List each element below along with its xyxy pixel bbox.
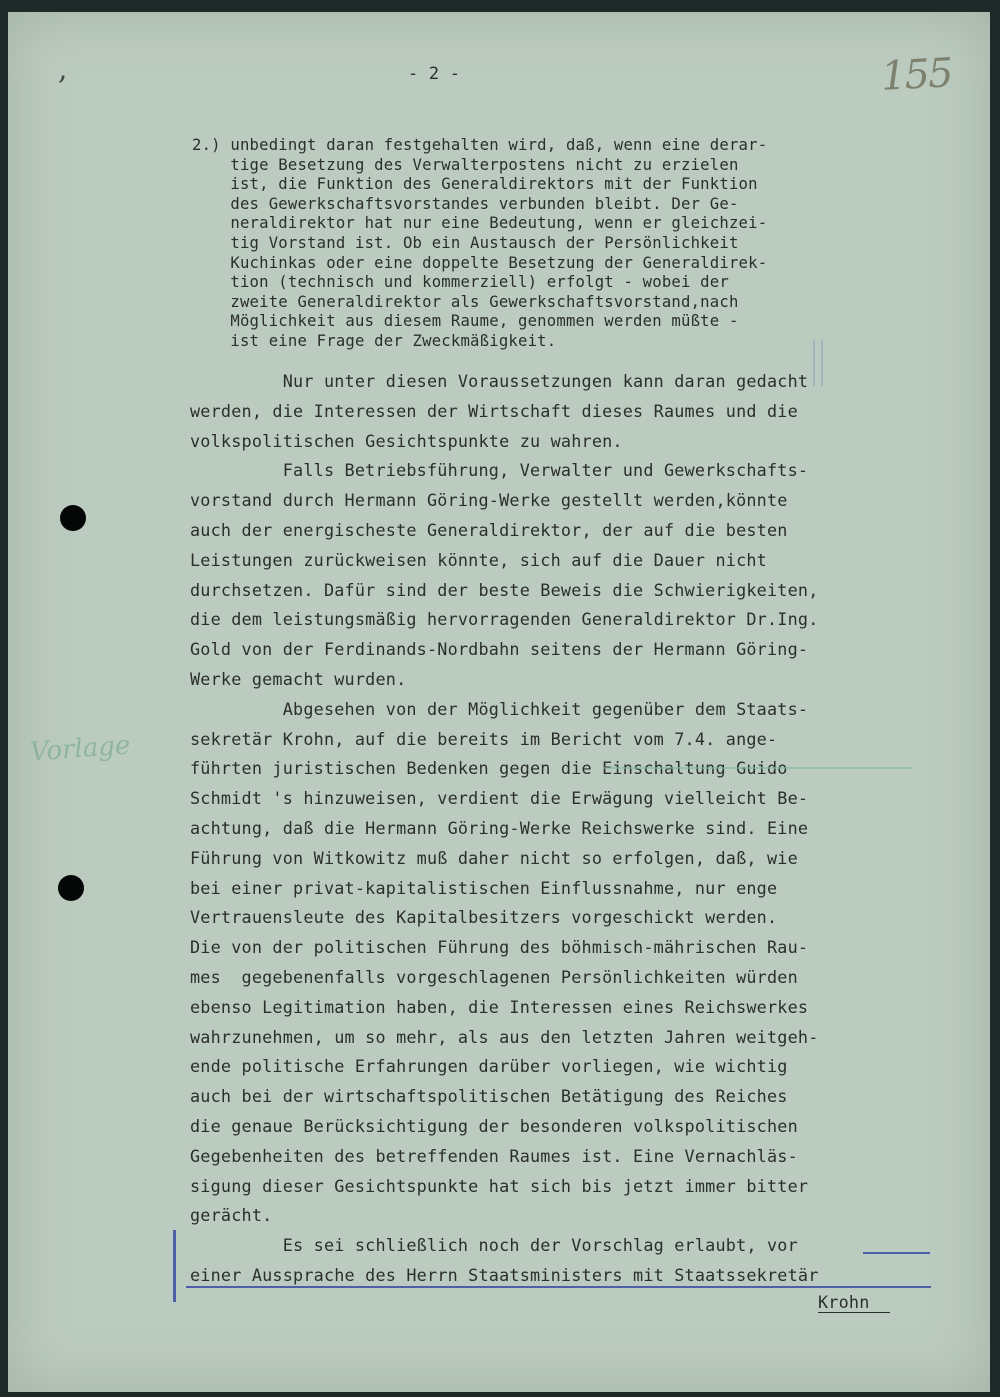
text-line: Schmidt 's hinzuweisen, verdient die Erwägung vielleicht Be- xyxy=(190,788,809,809)
text-line: sekretär Krohn, auf die bereits im Bericht vom 7.4. ange- xyxy=(190,728,778,749)
text-line: Leistungen zurückweisen könnte, sich auf die Dauer nicht xyxy=(190,549,767,570)
text-line: des Gewerkschaftsvorstandes verbunden bleibt. Der Ge- xyxy=(192,194,739,213)
pencil-mark-icon: , xyxy=(58,52,68,87)
text-line: mes gegebenenfalls vorgeschlagenen Persönlichkeiten würden xyxy=(190,967,798,987)
text-line: ebenso Legitimation haben, die Interessen eines Reichswerkes xyxy=(190,996,809,1017)
text-line: volkspolitischen Gesichtspunkte zu wahren. xyxy=(190,430,623,451)
blue-underline-mark xyxy=(186,1286,931,1288)
continuation-word: Krohn xyxy=(818,1292,870,1312)
text-line: Gegebenheiten des betreffenden Raumes ist. Eine Vernachläs- xyxy=(190,1145,798,1166)
text-line: neraldirektor hat nur eine Bedeutung, wenn er gleichzei- xyxy=(192,214,768,233)
text-line: Die von der politischen Führung des böhmisch-mährischen Rau- xyxy=(190,937,809,958)
text-line: sigung dieser Gesichtspunkte hat sich bis jetzt immer bitter xyxy=(190,1175,809,1196)
text-line: tion (technisch und kommerziell) erfolgt - wobei der xyxy=(192,273,729,292)
text-line: Es sei schließlich noch der Vorschlag erlaubt, vor xyxy=(190,1235,798,1256)
blue-margin-line xyxy=(173,1230,176,1302)
text-line: führten juristischen Bedenken gegen die Einschaltung Guido xyxy=(190,758,788,779)
text-line: durchsetzen. Dafür sind der beste Beweis die Schwierigkeiten, xyxy=(190,579,819,600)
text-line: vorstand durch Hermann Göring-Werke gestellt werden,könnte xyxy=(190,490,788,511)
text-line: bei einer privat-kapitalistischen Einflussnahme, nur enge xyxy=(190,877,778,898)
text-line: die dem leistungsmäßig hervorragenden Generaldirektor Dr.Ing. xyxy=(190,609,819,630)
text-line: werden, die Interessen der Wirtschaft dieses Raumes und die xyxy=(190,400,798,421)
blue-underline-mark xyxy=(863,1252,930,1254)
text-line: Vertrauensleute des Kapitalbesitzers vorgeschickt werden. xyxy=(190,907,778,928)
text-line: ende politische Erfahrungen darüber vorliegen, wie wichtig xyxy=(190,1056,788,1077)
green-underline-mark xyxy=(604,767,912,769)
text-line: tig Vorstand ist. Ob ein Austausch der Persönlichkeit xyxy=(192,234,739,252)
folio-number: 155 xyxy=(879,50,953,100)
text-line: die genaue Berücksichtigung der besonderen volkspolitischen xyxy=(190,1116,798,1136)
text-line: ist, die Funktion des Generaldirektors mit der Funktion xyxy=(192,175,758,194)
text-line: zweite Generaldirektor als Gewerkschaftsvorstand,nach xyxy=(192,292,739,311)
punch-hole-icon xyxy=(60,505,86,531)
faint-pencil-mark xyxy=(813,340,823,386)
text-line: Nur unter diesen Voraussetzungen kann daran gedacht xyxy=(190,371,809,391)
punch-hole-icon xyxy=(58,875,84,901)
page-number: - 2 - xyxy=(408,64,461,84)
text-line: 2.) unbedingt daran festgehalten wird, daß, wenn eine derar- xyxy=(192,136,768,154)
text-line: ist eine Frage der Zweckmäßigkeit. xyxy=(192,332,557,350)
text-line: wahrzunehmen, um so mehr, als aus den letzten Jahren weitgeh- xyxy=(190,1026,819,1047)
text-line: Möglichkeit aus diesem Raume, genommen werden müßte - xyxy=(192,312,739,331)
margin-annotation: Vorlage xyxy=(29,730,132,768)
text-line: achtung, daß die Hermann Göring-Werke Reichswerke sind. Eine xyxy=(190,818,809,838)
text-line: auch der energischeste Generaldirektor, der auf die besten xyxy=(190,520,788,540)
text-line: Führung von Witkowitz muß daher nicht so erfolgen, daß, wie xyxy=(190,847,798,868)
document-page xyxy=(8,12,990,1392)
text-line: einer Aussprache des Herrn Staatsministers mit Staatssekretär xyxy=(190,1265,819,1285)
text-line: Gold von der Ferdinands-Nordbahn seitens der Hermann Göring- xyxy=(190,639,809,660)
text-line: tige Besetzung des Verwalterpostens nicht zu erzielen xyxy=(192,155,739,174)
text-line: auch bei der wirtschaftspolitischen Betätigung des Reiches xyxy=(190,1086,788,1107)
underline-mark xyxy=(818,1312,890,1313)
text-line: gerächt. xyxy=(190,1205,273,1226)
text-line: Abgesehen von der Möglichkeit gegenüber dem Staats- xyxy=(190,698,809,719)
text-line: Werke gemacht wurden. xyxy=(190,669,407,689)
text-line: Falls Betriebsführung, Verwalter und Gewerkschafts- xyxy=(190,460,809,481)
text-line: Kuchinkas oder eine doppelte Besetzung der Generaldirek- xyxy=(192,253,768,272)
